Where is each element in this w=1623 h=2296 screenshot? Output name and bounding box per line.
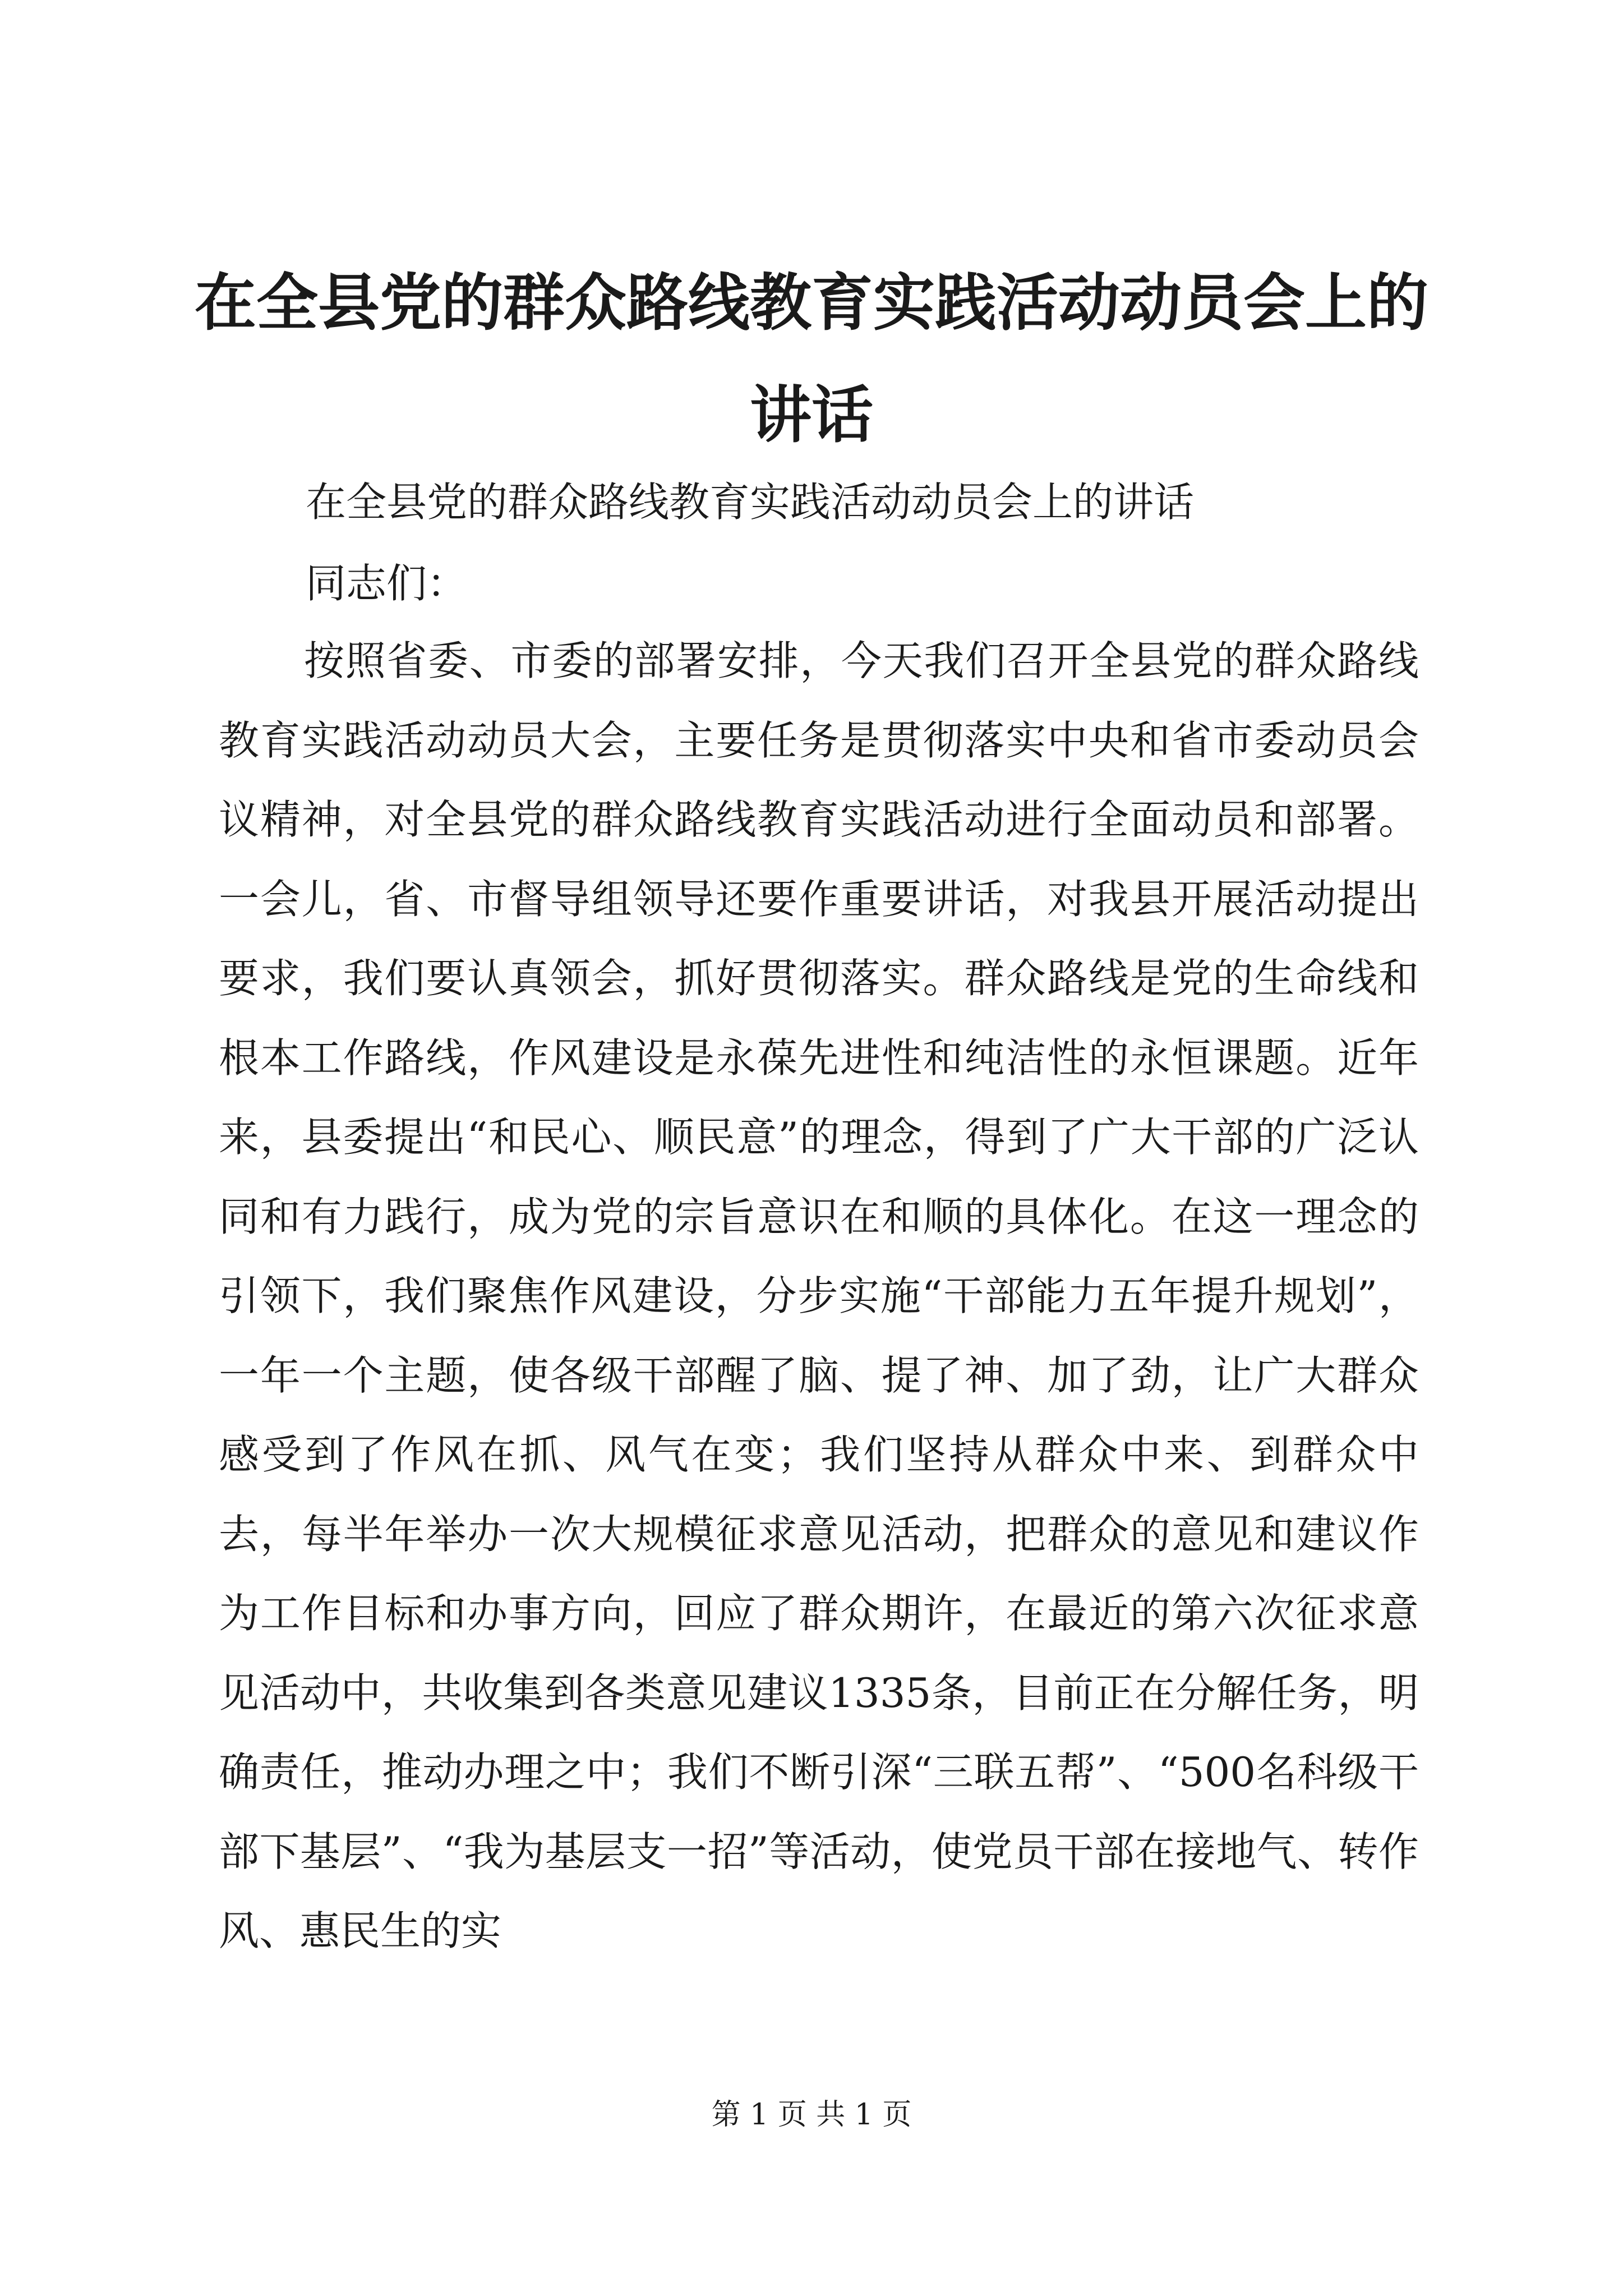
page-footer: 第 1 页 共 1 页 — [711, 2098, 912, 2132]
document-subtitle: 在全县党的群众路线教育实践活动动员会上的讲话 — [306, 478, 1195, 526]
document-title: 在全县党的群众路线教育实践活动动员会上的讲话 — [195, 266, 1428, 451]
body-paragraph: 按照省委、市委的部署安排，今天我们召开全县党的群众路线教育实践活动动员大会，主要任务是贯彻落实中央和省市委动员会议精神，对全县党的群众路线教育实践活动进行全面动员和部署。一会儿，省、市督导组领导还要作重要讲话，对我县开展活动提出要求，我们要认真领会，抓好贯彻落实。群众路线是党的生命线和根本工作路线，作风建设是永葆先进性和纯洁性的永恒课题。近年来，县委提出“和民心、顺民意”的理念，得到了广大干部的广泛认同和有力践行，成为党的宗旨意识在和顺的具体化。在这一理念的引领下，我们聚焦作风建设，分步实施“干部能力五年提升规划”，一年一个主题，使各级干部醒了脑、提了神、加了劲，让广大群众感受到了作风在抓、风气在变；我们坚持从群众中来、到群众中去，每半年举办一次大规模征求意见活动，把群众的意见和建议作为工作目标和办事方向，回应了群众期许，在最近的第六次征求意见活动中，共收集到各类意见建议1335条，目前正在分解任务，明确责任，推动办理之中；我们不断引深“三联五帮”、“500名科级干部下基层”、“我为基层支一招”等活动，使党员干部在接地气、转作风、惠民生的实 — [219, 637, 1419, 1954]
salutation: 同志们： — [306, 560, 468, 607]
